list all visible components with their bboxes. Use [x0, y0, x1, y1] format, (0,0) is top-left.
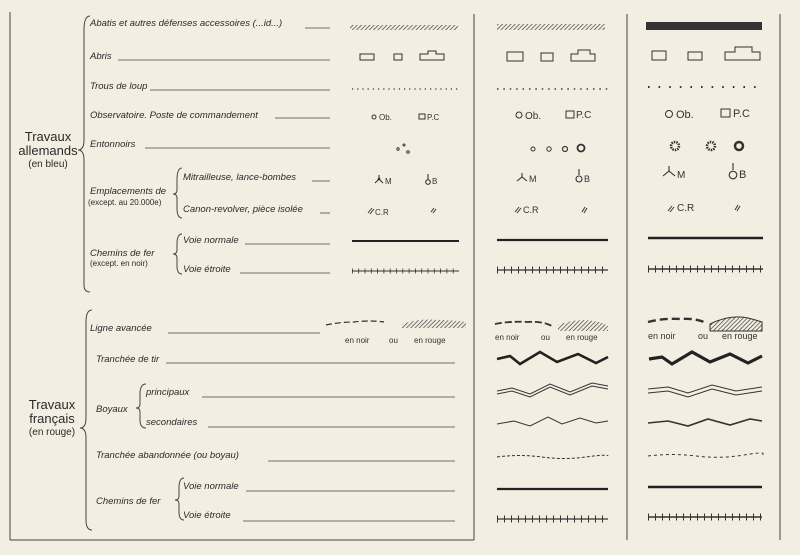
ligne-hatch-1 [402, 320, 466, 329]
ob-text-2: Ob. [525, 111, 542, 122]
label-entonnoirs: Entonnoirs [90, 139, 136, 150]
label-voie-normale: Voie normale [183, 235, 239, 246]
voie-etroite-symbols [352, 269, 763, 271]
label-canon: Canon-revolver, pièce isolée [183, 204, 303, 215]
en-rouge-1: en rouge [414, 336, 446, 345]
label-abris: Abris [90, 51, 112, 62]
cr-text-1: C.R [375, 208, 389, 217]
french-line3: (en rouge) [28, 427, 76, 438]
german-line1: Travaux [24, 129, 72, 144]
ou-1: ou [389, 336, 398, 345]
abatis-symbol-3 [646, 22, 762, 30]
label-boyaux: Boyaux [96, 404, 128, 415]
pc-text-2: P.C [576, 110, 592, 121]
tranchee-abandonnee-2 [648, 453, 763, 457]
ob-text-1: Ob. [379, 113, 392, 122]
ob-text-3: Ob. [676, 109, 694, 121]
en-noir-2: en noir [495, 333, 520, 342]
tranchee-abandonnee-1 [497, 455, 608, 458]
label-trous: Trous de loup [90, 81, 148, 92]
ligne-hatch-3 [710, 317, 762, 331]
voie-etroite-fr-symbols [497, 517, 762, 519]
m-text-1: M [385, 177, 392, 186]
tranchee-tir-2 [649, 352, 762, 364]
german-line2: allemands [18, 143, 78, 158]
abris-symbols [360, 47, 760, 61]
ligne-avancee-symbols [326, 319, 704, 326]
french-line1: Travaux [28, 397, 76, 412]
abatis-symbol-1 [350, 25, 458, 30]
tranchee-tir-1 [497, 352, 608, 364]
german-line3: (en bleu) [28, 159, 68, 170]
abatis-symbol-2 [497, 24, 605, 30]
label-ligne: Ligne avancée [90, 323, 152, 334]
label-emplacements: Emplacements de [90, 186, 167, 197]
label-mitrailleuse: Mitrailleuse, lance-bombes [183, 172, 296, 183]
b-text-3: B [739, 169, 747, 181]
label-secondaires: secondaires [146, 417, 198, 428]
french-line2: français [29, 411, 75, 426]
label-voie-normale-fr: Voie normale [183, 481, 239, 492]
en-rouge-2: en rouge [566, 333, 598, 342]
pc-text-3: P.C [733, 108, 750, 120]
boyaux-principaux-symbols [497, 383, 762, 397]
label-voie-etroite: Voie étroite [183, 264, 231, 275]
m-text-2: M [529, 174, 537, 184]
en-noir-1: en noir [345, 336, 370, 345]
b-text-2: B [584, 174, 591, 184]
ligne-hatch-2 [558, 320, 608, 331]
ou-2: ou [541, 333, 550, 342]
ou-3: ou [698, 331, 709, 341]
label-voie-etroite-fr: Voie étroite [183, 510, 231, 521]
entonnoirs-symbols [397, 142, 743, 153]
cr-text-2: C.R [523, 205, 539, 215]
label-tranchee-tir: Tranchée de tir [96, 354, 160, 365]
label-chemins-all: Chemins de fer [90, 248, 155, 259]
b-text-1: B [432, 177, 438, 186]
en-noir-3: en noir [648, 331, 676, 341]
en-rouge-3: en rouge [722, 331, 758, 341]
leader-lines [118, 28, 455, 521]
label-principaux: principaux [146, 387, 190, 398]
label-emplacements-sub: (except. au 20.000e) [88, 198, 162, 207]
cr-text-3: C.R [677, 203, 695, 214]
boyaux-secondaires-2 [648, 419, 762, 426]
label-chemins-all-sub: (except. en noir) [90, 259, 148, 268]
pc-text-1: P.C [427, 113, 440, 122]
label-chemins-fr: Chemins de fer [96, 496, 161, 507]
label-abatis: Abatis et autres défenses accessoires (...id...) [90, 18, 283, 29]
m-text-3: M [677, 170, 686, 181]
boyaux-secondaires-1 [497, 417, 608, 426]
label-abandonnee: Tranchée abandonnée (ou boyau) [96, 450, 239, 461]
label-observatoire: Observatoire. Poste de commandement [90, 110, 258, 121]
